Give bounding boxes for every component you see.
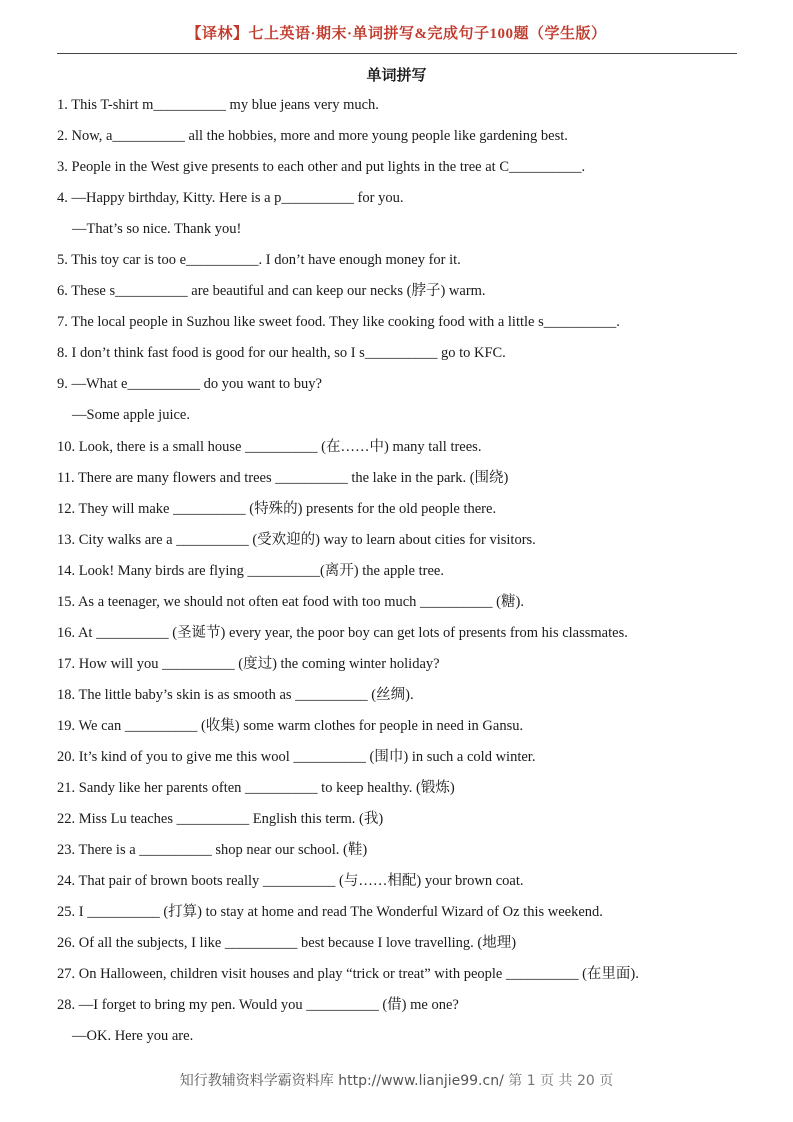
question-item: 22. Miss Lu teaches __________ English this term. (我) <box>57 811 384 828</box>
question-item: 24. That pair of brown boots really __________ (与……相配) your brown coat. <box>57 873 524 890</box>
question-item: 19. We can __________ (收集) some warm clothes for people in need in Gansu. <box>57 717 524 734</box>
answer-line: —That’s so nice. Thank you! <box>72 221 242 238</box>
question-item: 7. The local people in Suzhou like sweet food. They like cooking food with a little s__________. <box>57 314 620 331</box>
question-item: 20. It’s kind of you to give me this wool __________ (围巾) in such a cold winter. <box>57 748 536 765</box>
question-item: 18. The little baby’s skin is as smooth as __________ (丝绸). <box>57 686 414 703</box>
question-item: 13. City walks are a __________ (受欢迎的) way to learn about cities for visitors. <box>57 531 536 548</box>
question-item: 4. —Happy birthday, Kitty. Here is a p__________ for you. <box>57 190 404 207</box>
question-item: 17. How will you __________ (度过) the coming winter holiday? <box>57 655 440 672</box>
question-list <box>57 94 747 1056</box>
question-item: 9. —What e__________ do you want to buy? <box>57 376 322 393</box>
question-item: 15. As a teenager, we should not often eat food with too much __________ (糖). <box>57 593 524 610</box>
question-item: 25. I __________ (打算) to stay at home and read The Wonderful Wizard of Oz this weekend. <box>57 904 603 921</box>
header-divider <box>57 53 737 54</box>
section-title: 单词拼写 <box>366 68 427 84</box>
question-item: 14. Look! Many birds are flying __________(离开) the apple tree. <box>57 562 444 579</box>
question-item: 21. Sandy like her parents often __________ to keep healthy. (锻炼) <box>57 780 455 797</box>
question-item: 10. Look, there is a small house __________ (在……中) many tall trees. <box>57 438 482 455</box>
question-item: 12. They will make __________ (特殊的) presents for the old people there. <box>57 500 497 517</box>
document-header: 【译林】七上英语·期末·单词拼写&完成句子100题（学生版） <box>186 26 607 42</box>
question-item: 3. People in the West give presents to each other and put lights in the tree at C__________. <box>57 159 586 176</box>
answer-line: —OK. Here you are. <box>72 1028 194 1045</box>
question-item: 2. Now, a__________ all the hobbies, more and more young people like gardening best. <box>57 128 568 145</box>
question-item: 1. This T-shirt m__________ my blue jeans very much. <box>57 97 379 113</box>
page-number: 第 1 页 共 20 页 <box>508 1073 614 1089</box>
question-item: 6. These s__________ are beautiful and can keep our necks (脖子) warm. <box>57 283 486 300</box>
footer-watermark: 知行教辅资料学霸资料库 http://www.lianjie99.cn/ <box>179 1073 504 1089</box>
question-item: 27. On Halloween, children visit houses and play “trick or treat” with people __________ (在里面). <box>57 966 639 983</box>
answer-line: —Some apple juice. <box>72 407 190 424</box>
question-item: 11. There are many flowers and trees __________ the lake in the park. (围绕) <box>57 469 509 486</box>
question-item: 16. At __________ (圣诞节) every year, the poor boy can get lots of presents from his classmates. <box>57 624 628 641</box>
question-item: 26. Of all the subjects, I like __________ best because I love travelling. (地理) <box>57 935 517 952</box>
question-item: 8. I don’t think fast food is good for our health, so I s__________ go to KFC. <box>57 345 506 362</box>
page-footer <box>0 1070 793 1090</box>
question-item: 5. This toy car is too e__________. I don’t have enough money for it. <box>57 252 461 269</box>
question-item: 23. There is a __________ shop near our school. (鞋) <box>57 842 368 859</box>
question-item: 28. —I forget to bring my pen. Would you __________ (借) me one? <box>57 997 459 1014</box>
